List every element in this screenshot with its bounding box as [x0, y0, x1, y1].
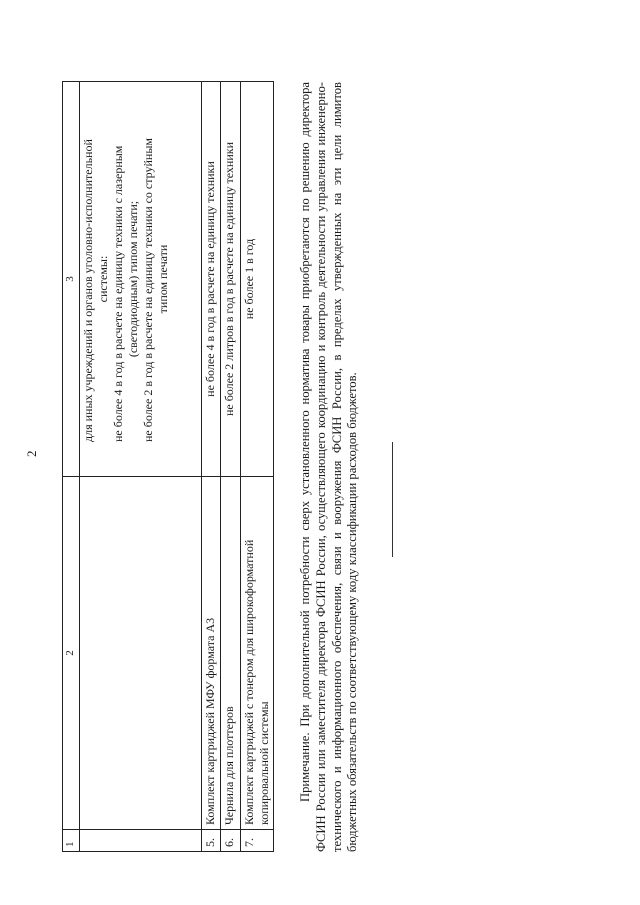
header-col-1: 1: [63, 830, 80, 852]
closing-rule-divider: [392, 442, 393, 557]
cell-name: Комплект картриджей с тонером для широкоформатной копировальной системы: [240, 477, 273, 830]
rotated-page-content: [62, 82, 392, 852]
norm-line: для иных учреждений и органов уголовно-исполнительной: [80, 139, 95, 442]
cell-num: 6.: [221, 830, 240, 852]
table-row: [221, 82, 240, 852]
cell-norm: не более 1 в год: [240, 82, 273, 477]
table-row: [202, 82, 221, 852]
cell-name: Комплект картриджей МФУ формата А3: [202, 477, 221, 830]
cell-norm: не более 2 литров в год в расчете на единицу техники: [221, 82, 240, 477]
note-text: Примечание. При дополнительной потребности сверх установленного норматива товары приобретаются по решению директора ФСИН России или заместителя директора ФСИН России, осуществляющего координацию и контроль деятельности управления инженерно-технического и информационного обеспечения, связи и вооружения ФСИН России, в пределах утвержденных на эти цели лимитов бюджетных обязательств по соответствующему коду классификации расходов бюджетов.: [298, 82, 360, 852]
cell-norm: [79, 82, 201, 477]
cell-name: Чернила для плоттеров: [221, 477, 240, 830]
cell-num: [79, 830, 201, 852]
cell-num: 7.: [240, 830, 273, 852]
header-col-3: 3: [63, 82, 80, 477]
note-paragraph: [298, 82, 361, 852]
cell-num: 5.: [202, 830, 221, 852]
table-header-row: [63, 82, 80, 852]
page-number: 2: [24, 450, 39, 457]
norm-line: не более 2 в год в расчете на единицу техники со струйным: [140, 138, 155, 442]
norm-line: типом печати: [155, 244, 170, 314]
cell-name: [79, 477, 201, 830]
norm-line: не более 4 в год в расчете на единицу техники с лазерным: [110, 145, 125, 442]
norm-line: системы:: [95, 255, 110, 303]
header-col-2: 2: [63, 477, 80, 830]
table-row-continuation: [79, 82, 201, 852]
norm-line: (светодиодным) типом печати;: [125, 200, 140, 358]
cell-norm: не более 4 в год в расчете на единицу техники: [202, 82, 221, 477]
norms-table: [62, 81, 274, 852]
table-row: [240, 82, 273, 852]
